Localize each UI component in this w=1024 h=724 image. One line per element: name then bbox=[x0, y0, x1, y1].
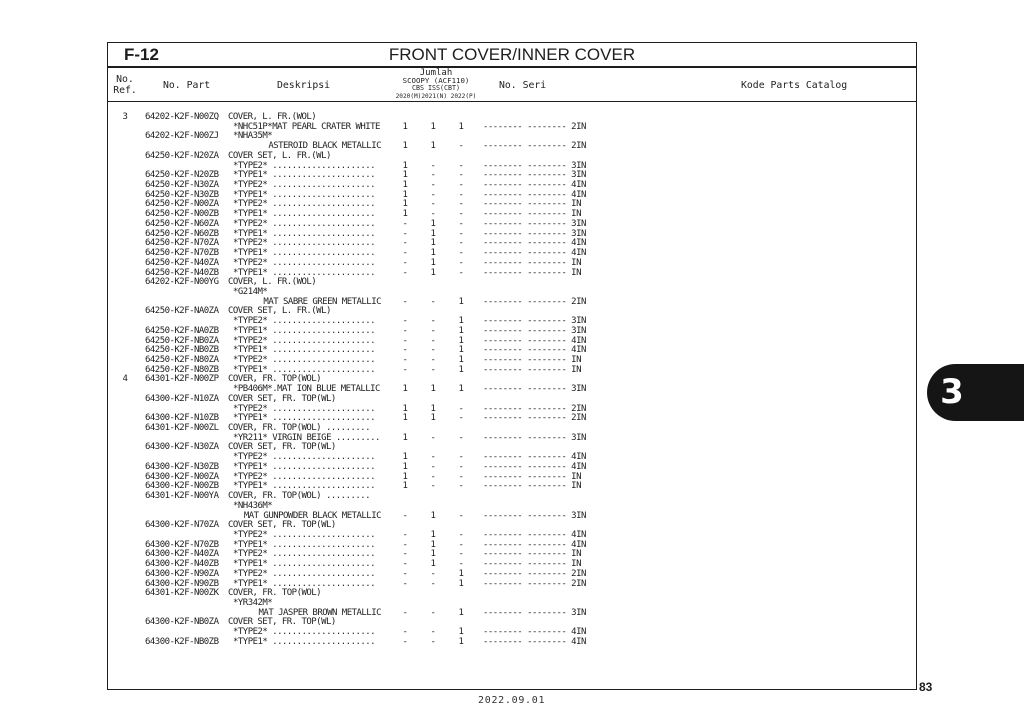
qty-2022: 1 bbox=[458, 607, 464, 618]
qty-2020: - bbox=[402, 529, 408, 540]
table-row bbox=[0, 589, 1024, 599]
part-number: 64202-K2F-N00YG bbox=[145, 277, 219, 288]
qty-2022: 1 bbox=[458, 335, 464, 346]
part-description: *NHC51P*MAT PEARL CRATER WHITE bbox=[233, 121, 380, 132]
qty-2021: - bbox=[430, 452, 436, 463]
part-description: COVER, FR. TOP(WOL) bbox=[228, 374, 322, 385]
serial-range: -------- -------- 4IN bbox=[483, 180, 586, 191]
qty-2022: 1 bbox=[458, 355, 464, 365]
part-number: 64300-K2F-N30ZA bbox=[145, 442, 219, 453]
qty-2021: - bbox=[430, 481, 436, 492]
qty-2022: - bbox=[458, 267, 464, 278]
qty-2022: 1 bbox=[458, 316, 464, 327]
table-row bbox=[0, 492, 1024, 502]
qty-2021: 1 bbox=[430, 549, 436, 560]
qty-2020: 1 bbox=[402, 461, 408, 472]
qty-2022: - bbox=[458, 481, 464, 492]
qty-2021: - bbox=[430, 199, 436, 210]
qty-2022: - bbox=[458, 257, 464, 268]
part-description: *PB406M*.MAT ION BLUE METALLIC bbox=[233, 384, 380, 395]
qty-2021: - bbox=[430, 345, 436, 356]
part-description: *YR342M* bbox=[233, 598, 273, 608]
serial-range: -------- -------- 3IN bbox=[483, 510, 586, 521]
qty-2020: 1 bbox=[402, 384, 408, 395]
part-description: *TYPE1* ..................... bbox=[233, 539, 376, 550]
qty-2020: - bbox=[402, 248, 408, 259]
qty-2021: - bbox=[430, 180, 436, 191]
part-description: COVER SET, FR. TOP(WL) bbox=[228, 520, 336, 531]
qty-2020: - bbox=[402, 578, 408, 589]
part-number: 64300-K2F-N70ZB bbox=[145, 539, 219, 550]
part-number: 64301-K2F-N00ZP bbox=[145, 374, 219, 385]
part-description: COVER, FR. TOP(WOL) ......... bbox=[228, 423, 371, 434]
ref-number: 4 bbox=[122, 374, 128, 385]
header-divider bbox=[107, 101, 917, 102]
table-row bbox=[0, 278, 1024, 288]
qty-2020: - bbox=[402, 345, 408, 356]
part-description: COVER, L. FR.(WOL) bbox=[228, 277, 317, 288]
qty-2020: - bbox=[402, 549, 408, 560]
qty-2021: 1 bbox=[430, 413, 436, 424]
qty-2022: - bbox=[458, 141, 464, 152]
qty-2021: - bbox=[430, 636, 436, 647]
qty-2021: - bbox=[430, 209, 436, 220]
part-number: 64300-K2F-N00ZA bbox=[145, 471, 219, 482]
column-header-model: SCOOPY (ACF110) bbox=[402, 76, 470, 85]
qty-2022: - bbox=[458, 199, 464, 210]
part-description: *TYPE2* ..................... bbox=[233, 568, 376, 579]
serial-range: -------- -------- 2IN bbox=[483, 403, 586, 414]
qty-2020: 1 bbox=[402, 141, 408, 152]
part-description: *TYPE2* ..................... bbox=[233, 218, 376, 229]
part-number: 64250-K2F-N60ZA bbox=[145, 218, 219, 229]
part-number: 64250-K2F-N70ZA bbox=[145, 238, 219, 249]
part-description: COVER SET, FR. TOP(WL) bbox=[228, 393, 336, 404]
part-description: COVER SET, FR. TOP(WL) bbox=[228, 442, 336, 453]
qty-2021: 1 bbox=[430, 539, 436, 550]
part-description: *TYPE1* ..................... bbox=[233, 461, 376, 472]
serial-range: -------- -------- IN bbox=[483, 559, 581, 570]
qty-2021: 1 bbox=[430, 267, 436, 278]
qty-2022: - bbox=[458, 170, 464, 181]
qty-2021: - bbox=[430, 364, 436, 375]
part-description: *TYPE1* ..................... bbox=[233, 559, 376, 570]
serial-range: -------- -------- IN bbox=[483, 549, 581, 560]
qty-2020: 1 bbox=[402, 403, 408, 414]
qty-2020: - bbox=[402, 296, 408, 307]
serial-range: -------- -------- 3IN bbox=[483, 607, 586, 618]
serial-range: -------- -------- 2IN bbox=[483, 141, 586, 152]
qty-2022: - bbox=[458, 218, 464, 229]
qty-2021: - bbox=[430, 627, 436, 638]
part-number: 64202-K2F-N00ZQ bbox=[145, 112, 219, 122]
serial-range: -------- -------- 4IN bbox=[483, 539, 586, 550]
qty-2022: - bbox=[458, 452, 464, 463]
qty-2021: 1 bbox=[430, 384, 436, 395]
part-description: *TYPE1* ..................... bbox=[233, 481, 376, 492]
part-description: *TYPE1* ..................... bbox=[233, 170, 376, 181]
part-number: 64250-K2F-N70ZB bbox=[145, 248, 219, 259]
part-description: *TYPE2* ..................... bbox=[233, 471, 376, 482]
serial-range: -------- -------- 2IN bbox=[483, 296, 586, 307]
qty-2021: - bbox=[430, 471, 436, 482]
serial-range: -------- -------- IN bbox=[483, 267, 581, 278]
part-number: 64300-K2F-NB0ZA bbox=[145, 617, 219, 628]
part-description: *TYPE1* ..................... bbox=[233, 345, 376, 356]
part-description: COVER, FR. TOP(WOL) bbox=[228, 588, 322, 599]
serial-range: -------- -------- IN bbox=[483, 355, 581, 365]
column-header-description: Deskripsi bbox=[277, 80, 331, 91]
part-number: 64300-K2F-N90ZA bbox=[145, 568, 219, 579]
part-description: *TYPE1* ..................... bbox=[233, 189, 376, 200]
part-number: 64250-K2F-N60ZB bbox=[145, 228, 219, 239]
part-description: MAT SABRE GREEN METALLIC bbox=[263, 296, 381, 307]
part-number: 64300-K2F-N00ZB bbox=[145, 481, 219, 492]
qty-2022: 1 bbox=[458, 636, 464, 647]
part-number: 64250-K2F-NB0ZB bbox=[145, 345, 219, 356]
part-number: 64202-K2F-N00ZJ bbox=[145, 131, 219, 142]
qty-2021: - bbox=[430, 335, 436, 346]
qty-2021: 1 bbox=[430, 218, 436, 229]
part-description: *TYPE2* ..................... bbox=[233, 452, 376, 463]
part-number: 64300-K2F-N10ZA bbox=[145, 393, 219, 404]
part-description: *TYPE1* ..................... bbox=[233, 578, 376, 589]
qty-2020: 1 bbox=[402, 189, 408, 200]
serial-range: -------- -------- 4IN bbox=[483, 461, 586, 472]
qty-2022: - bbox=[458, 248, 464, 259]
qty-2021: 1 bbox=[430, 403, 436, 414]
part-number: 64301-K2F-N00ZL bbox=[145, 423, 219, 434]
qty-2022: - bbox=[458, 529, 464, 540]
part-description: *TYPE1* ..................... bbox=[233, 636, 376, 647]
part-number: 64250-K2F-N40ZA bbox=[145, 257, 219, 268]
part-number: 64300-K2F-N90ZB bbox=[145, 578, 219, 589]
figure-code: F-12 bbox=[124, 45, 159, 64]
part-description: *TYPE1* ..................... bbox=[233, 364, 376, 375]
part-description: *TYPE2* ..................... bbox=[233, 238, 376, 249]
serial-range: -------- -------- 3IN bbox=[483, 432, 586, 443]
parts-table bbox=[0, 113, 1024, 653]
serial-range: -------- -------- 4IN bbox=[483, 189, 586, 200]
part-description: *TYPE1* ..................... bbox=[233, 248, 376, 259]
qty-2021: - bbox=[430, 355, 436, 365]
serial-range: -------- -------- IN bbox=[483, 481, 581, 492]
serial-range: -------- -------- 4IN bbox=[483, 345, 586, 356]
qty-2021: - bbox=[430, 461, 436, 472]
qty-2020: 1 bbox=[402, 160, 408, 171]
qty-2022: - bbox=[458, 209, 464, 220]
qty-2022: - bbox=[458, 160, 464, 171]
qty-2022: - bbox=[458, 549, 464, 560]
part-number: 64250-K2F-N30ZB bbox=[145, 189, 219, 200]
part-number: 64250-K2F-N80ZB bbox=[145, 364, 219, 375]
qty-2021: 1 bbox=[430, 248, 436, 259]
qty-2020: 1 bbox=[402, 170, 408, 181]
column-header-quantity: Jumlah bbox=[419, 68, 453, 78]
qty-2021: - bbox=[430, 432, 436, 443]
qty-2020: - bbox=[402, 636, 408, 647]
qty-2022: - bbox=[458, 413, 464, 424]
part-description: *TYPE2* ..................... bbox=[233, 403, 376, 414]
part-number: 64250-K2F-N00ZA bbox=[145, 199, 219, 210]
part-description: COVER SET, L. FR.(WL) bbox=[228, 150, 331, 161]
serial-range: -------- -------- 2IN bbox=[483, 578, 586, 589]
column-header-years: 2020(M)2021(N) 2022(P) bbox=[395, 93, 477, 100]
qty-2022: - bbox=[458, 228, 464, 239]
part-description: MAT GUNPOWDER BLACK METALLIC bbox=[243, 510, 381, 521]
part-number: 64250-K2F-N40ZB bbox=[145, 267, 219, 278]
qty-2020: - bbox=[402, 218, 408, 229]
part-description: *TYPE2* ..................... bbox=[233, 316, 376, 327]
qty-2021: 1 bbox=[430, 257, 436, 268]
qty-2020: - bbox=[402, 335, 408, 346]
column-header-ref: Ref. bbox=[113, 85, 137, 96]
part-description: *NHA35M* bbox=[233, 131, 273, 142]
qty-2022: - bbox=[458, 539, 464, 550]
part-number: 64250-K2F-N20ZB bbox=[145, 170, 219, 181]
serial-range: -------- -------- 4IN bbox=[483, 452, 586, 463]
column-header-catalog-code: Kode Parts Catalog bbox=[741, 80, 848, 91]
serial-range: -------- -------- 2IN bbox=[483, 568, 586, 579]
qty-2022: - bbox=[458, 238, 464, 249]
serial-range: -------- -------- 4IN bbox=[483, 627, 586, 638]
table-row bbox=[0, 638, 1024, 648]
serial-range: -------- -------- 3IN bbox=[483, 228, 586, 239]
serial-range: -------- -------- IN bbox=[483, 364, 581, 375]
part-description: *TYPE1* ..................... bbox=[233, 209, 376, 220]
column-header-ref-no: No. bbox=[116, 74, 134, 85]
part-description: *TYPE2* ..................... bbox=[233, 257, 376, 268]
qty-2020: - bbox=[402, 257, 408, 268]
qty-2020: 1 bbox=[402, 481, 408, 492]
qty-2020: - bbox=[402, 364, 408, 375]
qty-2022: 1 bbox=[458, 325, 464, 336]
part-description: *TYPE1* ..................... bbox=[233, 413, 376, 424]
serial-range: -------- -------- 4IN bbox=[483, 248, 586, 259]
part-description: *TYPE2* ..................... bbox=[233, 180, 376, 191]
part-description: MAT JASPER BROWN METALLIC bbox=[258, 607, 381, 618]
serial-range: -------- -------- 3IN bbox=[483, 170, 586, 181]
qty-2022: - bbox=[458, 559, 464, 570]
qty-2022: 1 bbox=[458, 384, 464, 395]
qty-2022: - bbox=[458, 510, 464, 521]
qty-2020: 1 bbox=[402, 199, 408, 210]
part-number: 64300-K2F-N40ZB bbox=[145, 559, 219, 570]
part-number: 64250-K2F-NA0ZB bbox=[145, 325, 219, 336]
serial-range: -------- -------- 2IN bbox=[483, 121, 586, 132]
serial-range: -------- -------- 4IN bbox=[483, 529, 586, 540]
column-header-serial: No. Seri bbox=[499, 80, 547, 91]
qty-2022: 1 bbox=[458, 568, 464, 579]
qty-2022: 1 bbox=[458, 364, 464, 375]
serial-range: -------- -------- 3IN bbox=[483, 160, 586, 171]
part-description: *TYPE2* ..................... bbox=[233, 549, 376, 560]
part-description: *TYPE2* ..................... bbox=[233, 160, 376, 171]
page-title: FRONT COVER/INNER COVER bbox=[388, 45, 636, 64]
part-number: 64250-K2F-N20ZA bbox=[145, 150, 219, 161]
part-description: *TYPE2* ..................... bbox=[233, 627, 376, 638]
qty-2020: 1 bbox=[402, 121, 408, 132]
qty-2020: - bbox=[402, 510, 408, 521]
section-tab-number: 3 bbox=[940, 372, 964, 412]
qty-2020: 1 bbox=[402, 180, 408, 191]
part-number: 64250-K2F-NB0ZA bbox=[145, 335, 219, 346]
qty-2020: - bbox=[402, 316, 408, 327]
part-number: 64250-K2F-NA0ZA bbox=[145, 306, 219, 317]
qty-2022: 1 bbox=[458, 121, 464, 132]
part-number: 64250-K2F-N30ZA bbox=[145, 180, 219, 191]
part-number: 64300-K2F-N70ZA bbox=[145, 520, 219, 531]
serial-range: -------- -------- 4IN bbox=[483, 636, 586, 647]
qty-2021: 1 bbox=[430, 559, 436, 570]
serial-range: -------- -------- 3IN bbox=[483, 316, 586, 327]
serial-range: -------- -------- 3IN bbox=[483, 325, 586, 336]
qty-2020: - bbox=[402, 325, 408, 336]
qty-2021: - bbox=[430, 189, 436, 200]
part-description: *TYPE1* ..................... bbox=[233, 228, 376, 239]
qty-2022: - bbox=[458, 471, 464, 482]
qty-2021: - bbox=[430, 568, 436, 579]
part-number: 64300-K2F-N40ZA bbox=[145, 549, 219, 560]
title-divider bbox=[107, 66, 917, 68]
part-description: *G214M* bbox=[233, 286, 268, 297]
qty-2021: - bbox=[430, 170, 436, 181]
part-description: ASTEROID BLACK METALLIC bbox=[268, 141, 381, 152]
part-description: COVER SET, L. FR.(WL) bbox=[228, 306, 331, 317]
part-number: 64250-K2F-N80ZA bbox=[145, 355, 219, 365]
qty-2021: 1 bbox=[430, 238, 436, 249]
serial-range: -------- -------- IN bbox=[483, 257, 581, 268]
part-description: *TYPE1* ..................... bbox=[233, 267, 376, 278]
serial-range: -------- -------- 4IN bbox=[483, 238, 586, 249]
qty-2021: 1 bbox=[430, 141, 436, 152]
serial-range: -------- -------- IN bbox=[483, 209, 581, 220]
qty-2020: - bbox=[402, 355, 408, 365]
part-number: 64301-K2F-N00YA bbox=[145, 491, 219, 502]
qty-2020: 1 bbox=[402, 452, 408, 463]
qty-2022: - bbox=[458, 403, 464, 414]
section-tab bbox=[927, 364, 1024, 421]
part-number: 64300-K2F-N10ZB bbox=[145, 413, 219, 424]
qty-2020: - bbox=[402, 267, 408, 278]
qty-2020: - bbox=[402, 607, 408, 618]
qty-2022: - bbox=[458, 180, 464, 191]
part-description: COVER, L. FR.(WOL) bbox=[228, 112, 317, 122]
part-number: 64301-K2F-N00ZK bbox=[145, 588, 219, 599]
qty-2021: 1 bbox=[430, 228, 436, 239]
qty-2021: 1 bbox=[430, 121, 436, 132]
qty-2020: 1 bbox=[402, 432, 408, 443]
part-description: COVER SET, FR. TOP(WL) bbox=[228, 617, 336, 628]
column-header-part-number: No. Part bbox=[163, 80, 211, 91]
part-number: 64250-K2F-N00ZB bbox=[145, 209, 219, 220]
ref-number: 3 bbox=[122, 112, 128, 122]
qty-2022: 1 bbox=[458, 627, 464, 638]
part-number: 64300-K2F-N30ZB bbox=[145, 461, 219, 472]
footer-date: 2022.09.01 bbox=[478, 695, 546, 706]
qty-2021: - bbox=[430, 296, 436, 307]
qty-2020: - bbox=[402, 568, 408, 579]
part-description: *TYPE2* ..................... bbox=[233, 529, 376, 540]
qty-2020: - bbox=[402, 228, 408, 239]
page-number: 83 bbox=[919, 680, 933, 694]
qty-2021: 1 bbox=[430, 529, 436, 540]
part-description: *TYPE2* ..................... bbox=[233, 199, 376, 210]
part-description: *NH436M* bbox=[233, 500, 273, 511]
qty-2020: - bbox=[402, 539, 408, 550]
part-description: COVER, FR. TOP(WOL) ......... bbox=[228, 491, 371, 502]
qty-2020: - bbox=[402, 238, 408, 249]
serial-range: -------- -------- IN bbox=[483, 471, 581, 482]
qty-2021: - bbox=[430, 607, 436, 618]
qty-2022: - bbox=[458, 461, 464, 472]
column-header-variant: CBS ISS(CBT) bbox=[412, 84, 460, 92]
serial-range: -------- -------- 3IN bbox=[483, 218, 586, 229]
qty-2020: 1 bbox=[402, 413, 408, 424]
serial-range: -------- -------- IN bbox=[483, 199, 581, 210]
part-description: *YR211* VIRGIN BEIGE ......... bbox=[233, 432, 380, 443]
qty-2020: - bbox=[402, 559, 408, 570]
qty-2022: 1 bbox=[458, 578, 464, 589]
qty-2020: 1 bbox=[402, 209, 408, 220]
qty-2022: - bbox=[458, 189, 464, 200]
qty-2020: 1 bbox=[402, 471, 408, 482]
part-description: *TYPE2* ..................... bbox=[233, 355, 376, 365]
qty-2021: 1 bbox=[430, 510, 436, 521]
qty-2022: 1 bbox=[458, 345, 464, 356]
qty-2021: - bbox=[430, 316, 436, 327]
part-description: *TYPE2* ..................... bbox=[233, 335, 376, 346]
serial-range: -------- -------- 3IN bbox=[483, 384, 586, 395]
qty-2021: - bbox=[430, 578, 436, 589]
qty-2021: - bbox=[430, 325, 436, 336]
qty-2022: - bbox=[458, 432, 464, 443]
serial-range: -------- -------- 4IN bbox=[483, 335, 586, 346]
part-description: *TYPE1* ..................... bbox=[233, 325, 376, 336]
serial-range: -------- -------- 2IN bbox=[483, 413, 586, 424]
qty-2021: - bbox=[430, 160, 436, 171]
qty-2022: 1 bbox=[458, 296, 464, 307]
qty-2020: - bbox=[402, 627, 408, 638]
part-number: 64300-K2F-NB0ZB bbox=[145, 636, 219, 647]
